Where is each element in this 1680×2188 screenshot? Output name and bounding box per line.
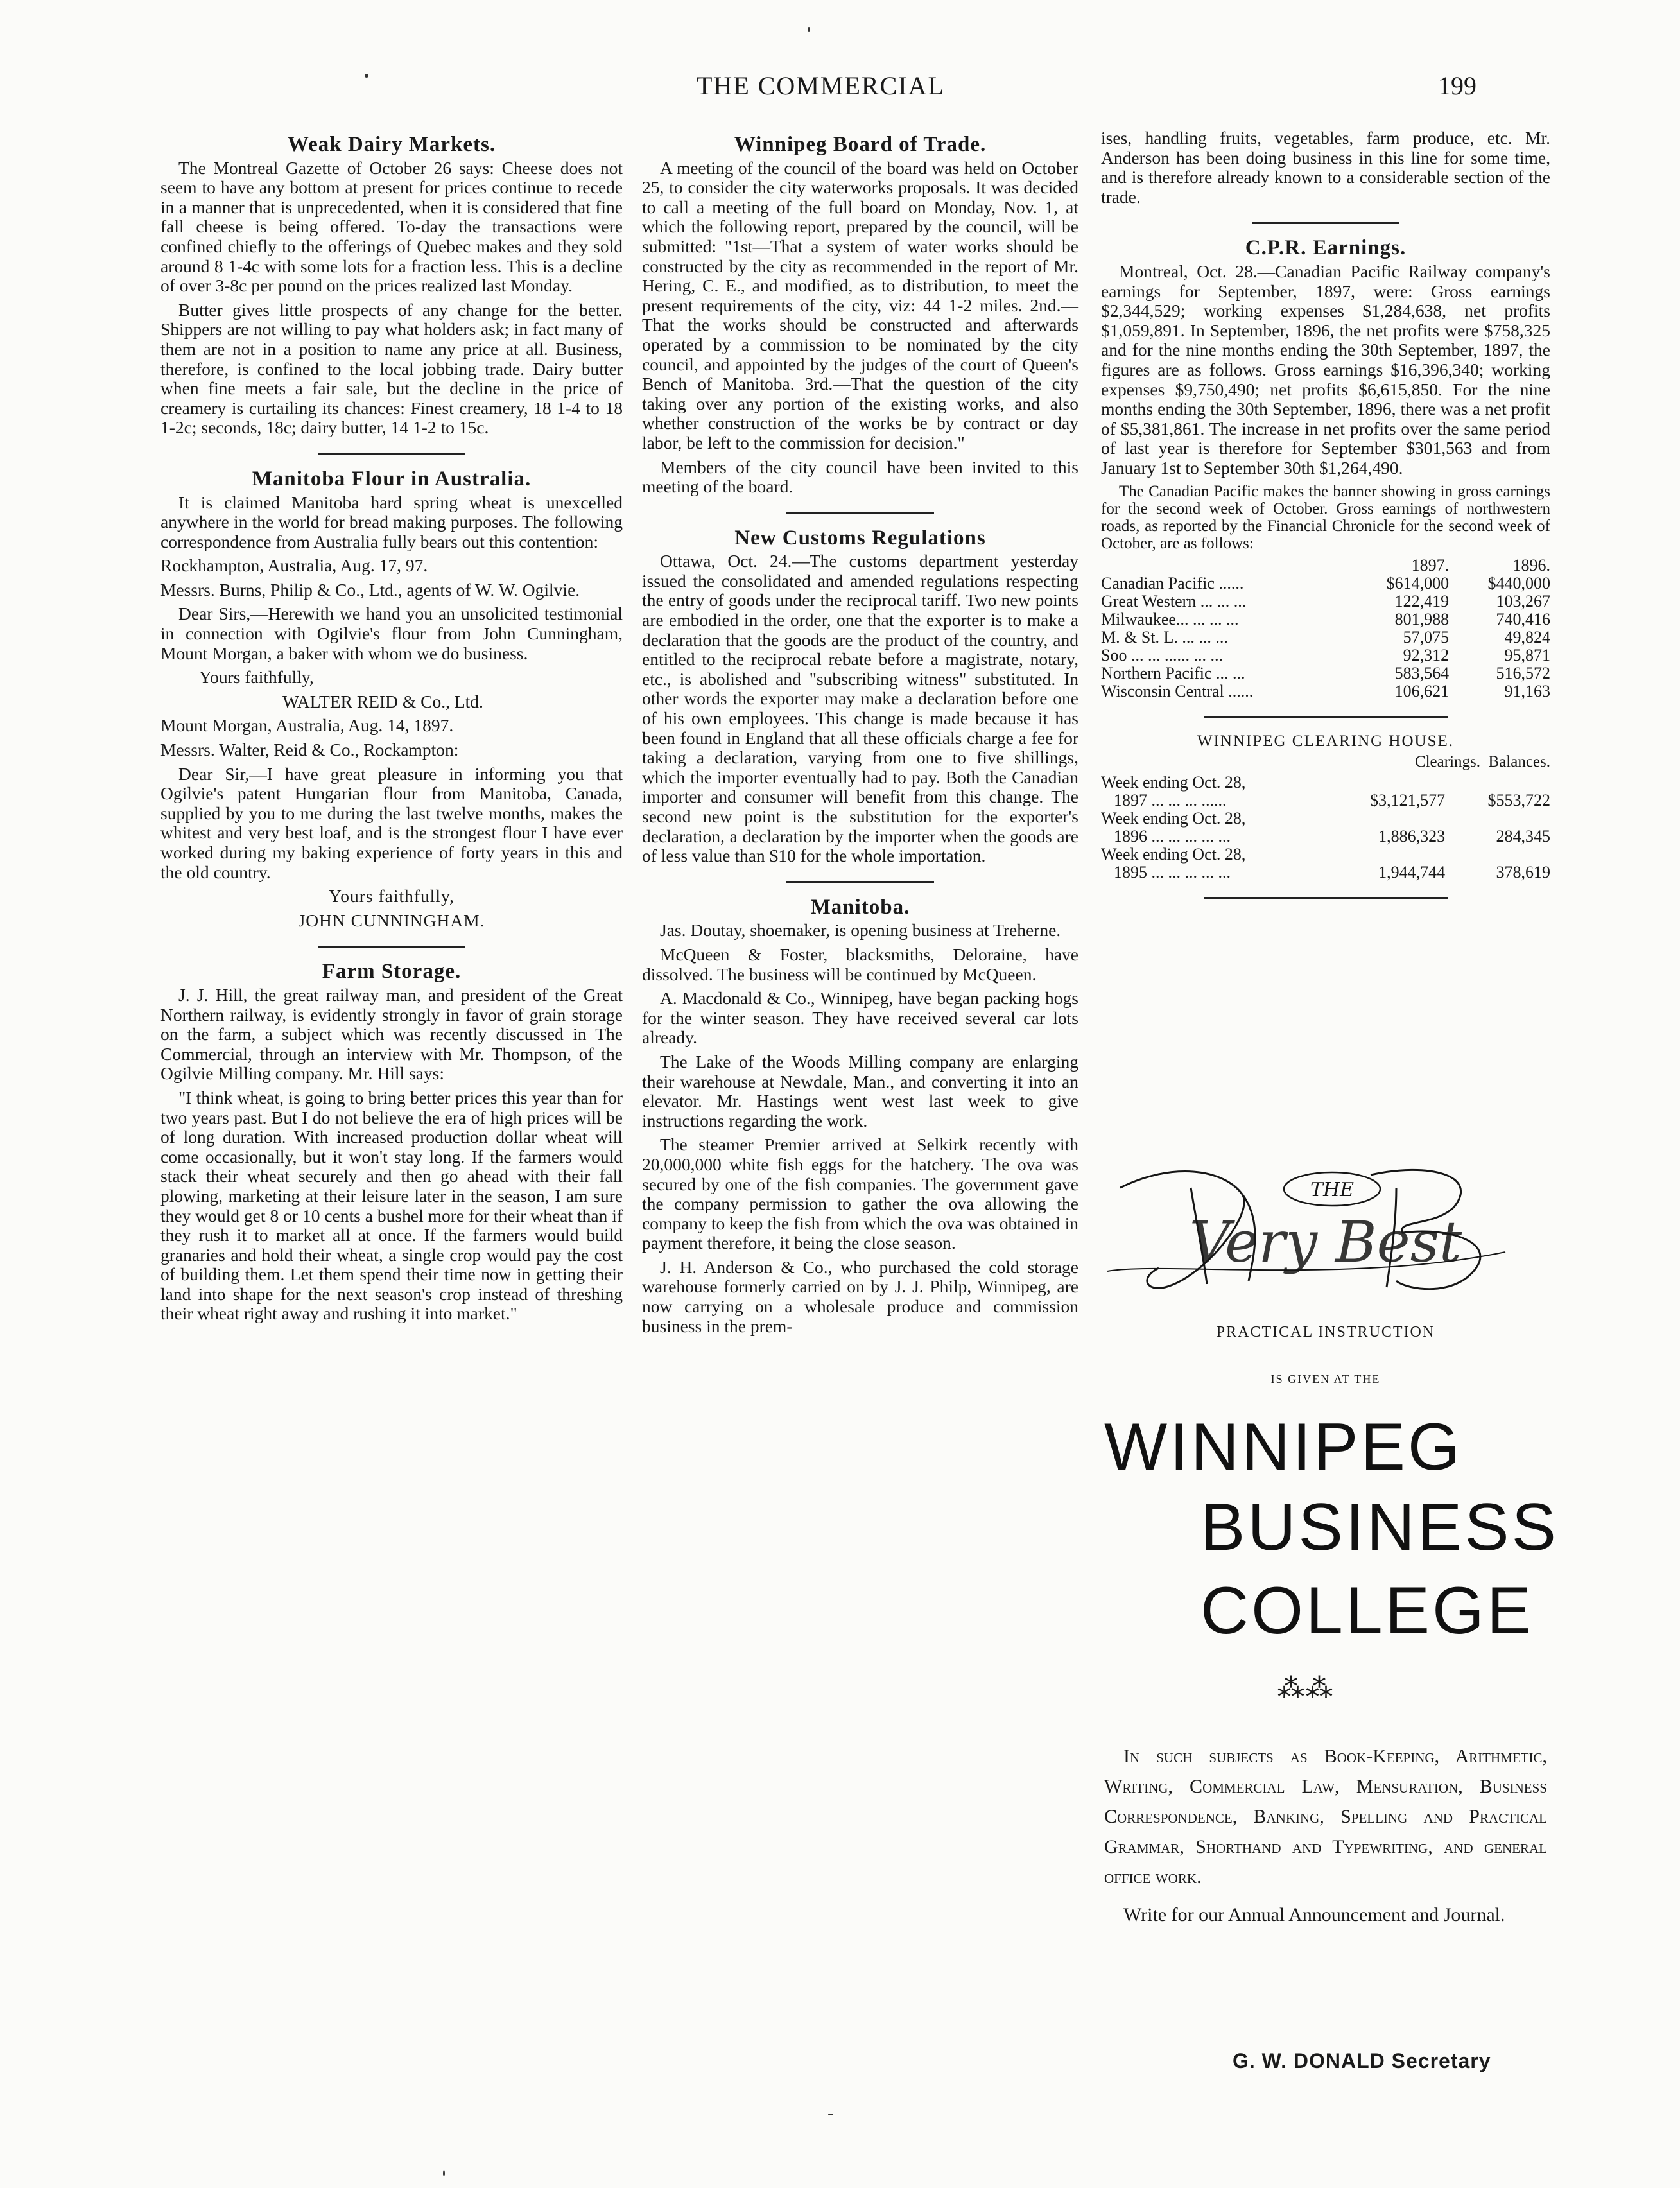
flour-signer-1: WALTER REID & Co., Ltd. bbox=[282, 691, 483, 711]
divider bbox=[786, 881, 934, 883]
flour-signer-2: JOHN CUNNINGHAM. bbox=[298, 910, 485, 930]
board-p1: A meeting of the council of the board was held on October 25, to consider the city waterworks proposals. It was decided to call a meeting of the full board on Monday, Nov. 1, at which the following report, prepared by the council, will be submitted: "1st—That a system of water works should be constructed by the city as recommended in the report of Mr. Hering, C. E., and modified, as to distribution, to meet the present requirements of the city, viz: 44 1-2 miles. 2nd.—That the works should be constructed and afterwards operated by a commission to be nominated by the city council, and appointed by the judges of the court of Queen's Bench of Manitoba. 3rd.—That the question of the city taking over any portion of the existing works, and also whether construction of the works be by contract or day labor, be left to the commission for decision." bbox=[642, 157, 1078, 453]
scan-speck bbox=[365, 74, 368, 78]
balances-col-label: Balances. bbox=[1488, 753, 1550, 771]
flour-p1: It is claimed Manitoba hard spring wheat is unexcelled anywhere in the world for bread making purposes. The following correspondence from Australia fully bears out this contention: bbox=[160, 492, 623, 551]
earnings-value: 516,572 bbox=[1496, 663, 1550, 682]
headline-weak-dairy: Weak Dairy Markets. bbox=[287, 133, 496, 156]
column-3 bbox=[1101, 128, 1550, 913]
earnings-value: 583,564 bbox=[1394, 663, 1450, 682]
board-p2: Members of the city council have been invited to this meeting of the board. bbox=[642, 456, 1078, 497]
headline-cpr-earnings: C.P.R. Earnings. bbox=[1245, 236, 1407, 260]
table-header-1897: 1897. bbox=[1411, 555, 1450, 575]
divider bbox=[1204, 716, 1448, 718]
ad-title-business: BUSINESS bbox=[1200, 1490, 1559, 1565]
clearings-value: 1,944,744 bbox=[1378, 862, 1446, 881]
week-label: Week ending Oct. 28, bbox=[1101, 808, 1246, 828]
headline-manitoba-flour: Manitoba Flour in Australia. bbox=[252, 467, 532, 491]
customs-p1: Ottawa, Oct. 24.—The customs department yesterday issued the consolidated and amended regulations respecting the entry of goods under the reciprocal tariff. Two new points are embodied in the order, one that the exporter is to make a declaration that the goods are the product of the country, and entitled to the reciprocal rebate before a magistrate, notary, etc., is abolished and "subscribing witness" substituted. In other words the exporter may make a declaration before one of his own employees. This change is made because it has been found in England that all these officials charge a fee for taking a declaration, varying from one to five shillings, which the importer eventually had to pay. Both the Canadian importer and consumer will benefit from this change. The second new point is the substitution for the exporter's declaration, a declaration by the importer when the goods are of less value than $10 for the whole importation. bbox=[642, 551, 1078, 866]
weak-dairy-p2: Butter gives little prospects of any change for the better. Shippers are not willing to pay what holders ask; in fact many of them are not in a position to name any price at all. Business, therefore, is confined to the local jobbing trade. Dairy butter when fine meets a fair sale, but the decline in the price of creamery is curtailing its chances: Finest creamery, 18 1-4 to 18 1-2c; seconds, 18c; dairy butter, 14 1-2 to 15c. bbox=[160, 299, 623, 438]
divider bbox=[1204, 897, 1448, 899]
year-label: 1896 ... ... ... ... ... bbox=[1114, 826, 1231, 846]
flour-closing-2: Yours faithfully, bbox=[329, 886, 455, 907]
weak-dairy-p1: The Montreal Gazette of October 26 says: Cheese does not seem to have any bottom at present for prices continue to recede in a manner that is unprecedented, when it is considered that fine fall cheese is being offered. To-day the transactions were confined chiefly to the offerings of Quebec makes and they sold around 8 1-4c with some lots for a fraction less. This is a decline of over 3-8c per pound on the prices realized last Monday. bbox=[160, 157, 623, 296]
farm-storage-p2: "I think wheat, is going to bring better prices this year than for two years past. But I do not believe the era of high prices will be of long duration. With increased production dollar wheat will come occasionally, but it won't stay long. If the farmers would stack their wheat securely and then go ahead with their fall plowing, marketing at their leisure later in the season, I am sure they would get 8 or 10 cents a bushel more for their wheat than if they rush it to market all at once. If the farmers would build granaries and hold their wheat, a single crop would pay the cost of building them. Let them spend their time now in getting their land into shape for the next season's crop instead of threshing their wheat right away and rushing it into market." bbox=[160, 1087, 623, 1324]
headline-farm-storage: Farm Storage. bbox=[322, 960, 462, 984]
table-row bbox=[1101, 774, 1550, 792]
clearing-col-label: Clearings. bbox=[1414, 753, 1481, 771]
table-row bbox=[1101, 664, 1550, 682]
flour-dateline-2: Mount Morgan, Australia, Aug. 14, 1897. bbox=[160, 715, 454, 736]
week-label: Week ending Oct. 28, bbox=[1101, 772, 1246, 792]
script-the: THE bbox=[1310, 1179, 1355, 1201]
railway-name: Wisconsin Central ...... bbox=[1101, 681, 1254, 700]
cpr-p2: The Canadian Pacific makes the banner showing in gross earnings for the second week of October. Gross earnings of northwestern roads, as reported by the Financial Chronicle for the second week of October, are as follows: bbox=[1101, 482, 1550, 552]
table-row bbox=[1101, 810, 1550, 828]
clearings-value: $3,121,577 bbox=[1370, 790, 1446, 810]
manitoba-p2: McQueen & Foster, blacksmiths, Deloraine, have dissolved. The business will be continued by McQueen. bbox=[642, 944, 1078, 984]
manitoba-p5: The steamer Premier arrived at Selkirk recently with 20,000,000 white fish eggs for the hatchery. The ova was secured by one of the fish companies. The government gave the company permission to gather the ova allowing the company to keep the fish from which the ova was obtained in payment therefore, it being the close season. bbox=[642, 1134, 1078, 1253]
table-row bbox=[1101, 647, 1550, 664]
railway-name: Great Western ... ... ... bbox=[1101, 591, 1247, 611]
balances-value: 284,345 bbox=[1496, 826, 1550, 846]
table-row bbox=[1101, 575, 1550, 593]
earnings-value: 57,075 bbox=[1403, 627, 1450, 647]
flour-closing-1: Yours faithfully, bbox=[199, 667, 314, 688]
table-header-row bbox=[1101, 557, 1550, 575]
script-very-best: Very Best bbox=[1189, 1209, 1462, 1275]
earnings-value: 49,824 bbox=[1504, 627, 1550, 647]
railway-name: Northern Pacific ... ... bbox=[1101, 663, 1245, 682]
headline-manitoba: Manitoba. bbox=[810, 895, 910, 919]
flour-dateline-1: Rockhampton, Australia, Aug. 17, 97. bbox=[160, 555, 428, 576]
earnings-value: $614,000 bbox=[1386, 573, 1450, 593]
table-row bbox=[1101, 792, 1550, 810]
railway-name: Soo ... ... ...... ... ... bbox=[1101, 645, 1223, 664]
headline-board-of-trade: Winnipeg Board of Trade. bbox=[734, 133, 987, 156]
table-row bbox=[1101, 828, 1550, 846]
earnings-value: 95,871 bbox=[1504, 645, 1550, 664]
ad-write-for: Write for our Annual Announcement and Journal. bbox=[1123, 1904, 1505, 1925]
earnings-value: 801,988 bbox=[1394, 609, 1450, 629]
is-given-at-the: IS GIVEN AT THE bbox=[1270, 1373, 1381, 1385]
year-label: 1895 ... ... ... ... ... bbox=[1114, 862, 1231, 881]
railway-name: M. & St. L. ... ... ... bbox=[1101, 627, 1228, 647]
flour-addressee-2: Messrs. Walter, Reid & Co., Rockampton: bbox=[160, 740, 459, 760]
column-1 bbox=[160, 128, 623, 1328]
earnings-value: $440,000 bbox=[1487, 573, 1550, 593]
manitoba-p3: A. Macdonald & Co., Winnipeg, have began packing hogs for the winter season. They have received several car lots already. bbox=[642, 988, 1078, 1048]
divider bbox=[318, 453, 465, 455]
manitoba-p4: The Lake of the Woods Milling company are enlarging their warehouse at Newdale, Man., and converting it into an elevator. Mr. Hastings went west last week to give instructions regarding the work. bbox=[642, 1051, 1078, 1131]
table-row bbox=[1101, 611, 1550, 629]
table-row bbox=[1101, 864, 1550, 881]
manitoba-p1: Jas. Doutay, shoemaker, is opening business at Treherne. bbox=[660, 920, 1061, 941]
clearing-house-title: WINNIPEG CLEARING HOUSE. bbox=[1197, 732, 1455, 750]
column-2 bbox=[642, 128, 1078, 1341]
scan-speck bbox=[828, 2114, 833, 2115]
flour-p2: Dear Sirs,—Herewith we hand you an unsolicited testimonial in connection with Ogilvie's flour from John Cunningham, Mount Morgan, a baker with whom we do business. bbox=[160, 603, 623, 663]
ad-subjects: In such subjects as Book-Keeping, Arithmetic, Writing, Commercial Law, Mensuration, Business Correspondence, Banking, Spelling and Practical Grammar, Shorthand and Typewriting, and general office work. bbox=[1104, 1746, 1547, 1888]
divider bbox=[318, 946, 465, 948]
divider bbox=[786, 512, 934, 514]
very-best-script-logo bbox=[1095, 1149, 1544, 1310]
continued-text: ises, handling fruits, vegetables, farm produce, etc. Mr. Anderson has been doing business in this line for some time, and is therefore already known to a considerable section of the trade. bbox=[1101, 128, 1550, 207]
table-row bbox=[1101, 682, 1550, 700]
headline-customs: New Customs Regulations bbox=[734, 526, 986, 550]
ad-body bbox=[1104, 1741, 1547, 1938]
railway-name: Canadian Pacific ...... bbox=[1101, 573, 1244, 593]
publication-title: THE COMMERCIAL bbox=[697, 71, 945, 100]
page-number: 199 bbox=[1438, 71, 1476, 100]
flour-addressee-1: Messrs. Burns, Philip & Co., Ltd., agents of W. W. Ogilvie. bbox=[160, 579, 580, 600]
earnings-value: 92,312 bbox=[1403, 645, 1450, 664]
table-row bbox=[1101, 593, 1550, 611]
ad-secretary: G. W. DONALD Secretary bbox=[1233, 2049, 1491, 2072]
railway-name: Milwaukee... ... ... ... bbox=[1101, 609, 1239, 629]
ornament-icon: ⁂⁂ bbox=[1277, 1672, 1334, 1704]
week-label: Week ending Oct. 28, bbox=[1101, 844, 1246, 864]
divider bbox=[1252, 222, 1399, 224]
manitoba-p6: J. H. Anderson & Co., who purchased the cold storage warehouse formerly carried on by J. J. Philp, Winnipeg, are now carrying on a wholesale produce and commission business in the prem- bbox=[642, 1256, 1078, 1336]
balances-value: 378,619 bbox=[1496, 862, 1550, 881]
practical-instruction: PRACTICAL INSTRUCTION bbox=[1216, 1324, 1435, 1341]
earnings-value: 106,621 bbox=[1394, 681, 1450, 700]
flour-p3: Dear Sir,—I have great pleasure in informing you that Ogilvie's patent Hungarian flour from Manitoba, Canada, supplied by you to me during the last twelve months, makes the whitest and very best loaf, and is the strongest flour I have ever worked during my baking experience of forty years in this and the old country. bbox=[160, 763, 623, 882]
clearing-house-subheader bbox=[1101, 752, 1550, 772]
earnings-value: 91,163 bbox=[1504, 681, 1550, 700]
farm-storage-p1: J. J. Hill, the great railway man, and president of the Great Northern railway, is evidently strongly in favor of grain storage on the farm, a subject which was recently discussed in The Commercial, through an interview with Mr. Thompson, of the Ogilvie Milling company. Mr. Hill says: bbox=[160, 984, 623, 1084]
ad-title-college: COLLEGE bbox=[1200, 1574, 1534, 1648]
table-header-1896: 1896. bbox=[1512, 555, 1550, 575]
balances-value: $553,722 bbox=[1487, 790, 1550, 810]
earnings-value: 740,416 bbox=[1496, 609, 1550, 629]
year-label: 1897 ... ... ... ...... bbox=[1114, 790, 1227, 810]
earnings-value: 103,267 bbox=[1496, 591, 1550, 611]
clearings-value: 1,886,323 bbox=[1378, 826, 1446, 846]
ad-title-winnipeg: WINNIPEG bbox=[1104, 1410, 1462, 1484]
earnings-table bbox=[1101, 557, 1550, 700]
earnings-value: 122,419 bbox=[1394, 591, 1450, 611]
clearing-table bbox=[1101, 774, 1550, 881]
table-row bbox=[1101, 846, 1550, 864]
table-row bbox=[1101, 629, 1550, 647]
page-header bbox=[0, 71, 1680, 116]
scan-speck bbox=[808, 27, 810, 32]
cpr-p1: Montreal, Oct. 28.—Canadian Pacific Railway company's earnings for September, 1897, were: Gross earnings $2,344,529; working expenses $1,284,638, net profits $1,059,891. In September, 1896, the net profits were $758,325 and for the nine months ending the 30th September, 1897, the figures are as follows. Gross earnings $16,396,340; working expenses $9,750,490; net profits $6,615,850. For the nine months ending the 30th September, 1896, there was a net profit of $5,381,861. The increase in net profits over the same period of last year is therefore for September $301,563 and from January 1st to September 30th $1,264,490. bbox=[1101, 261, 1550, 478]
scan-speck bbox=[443, 2170, 445, 2176]
